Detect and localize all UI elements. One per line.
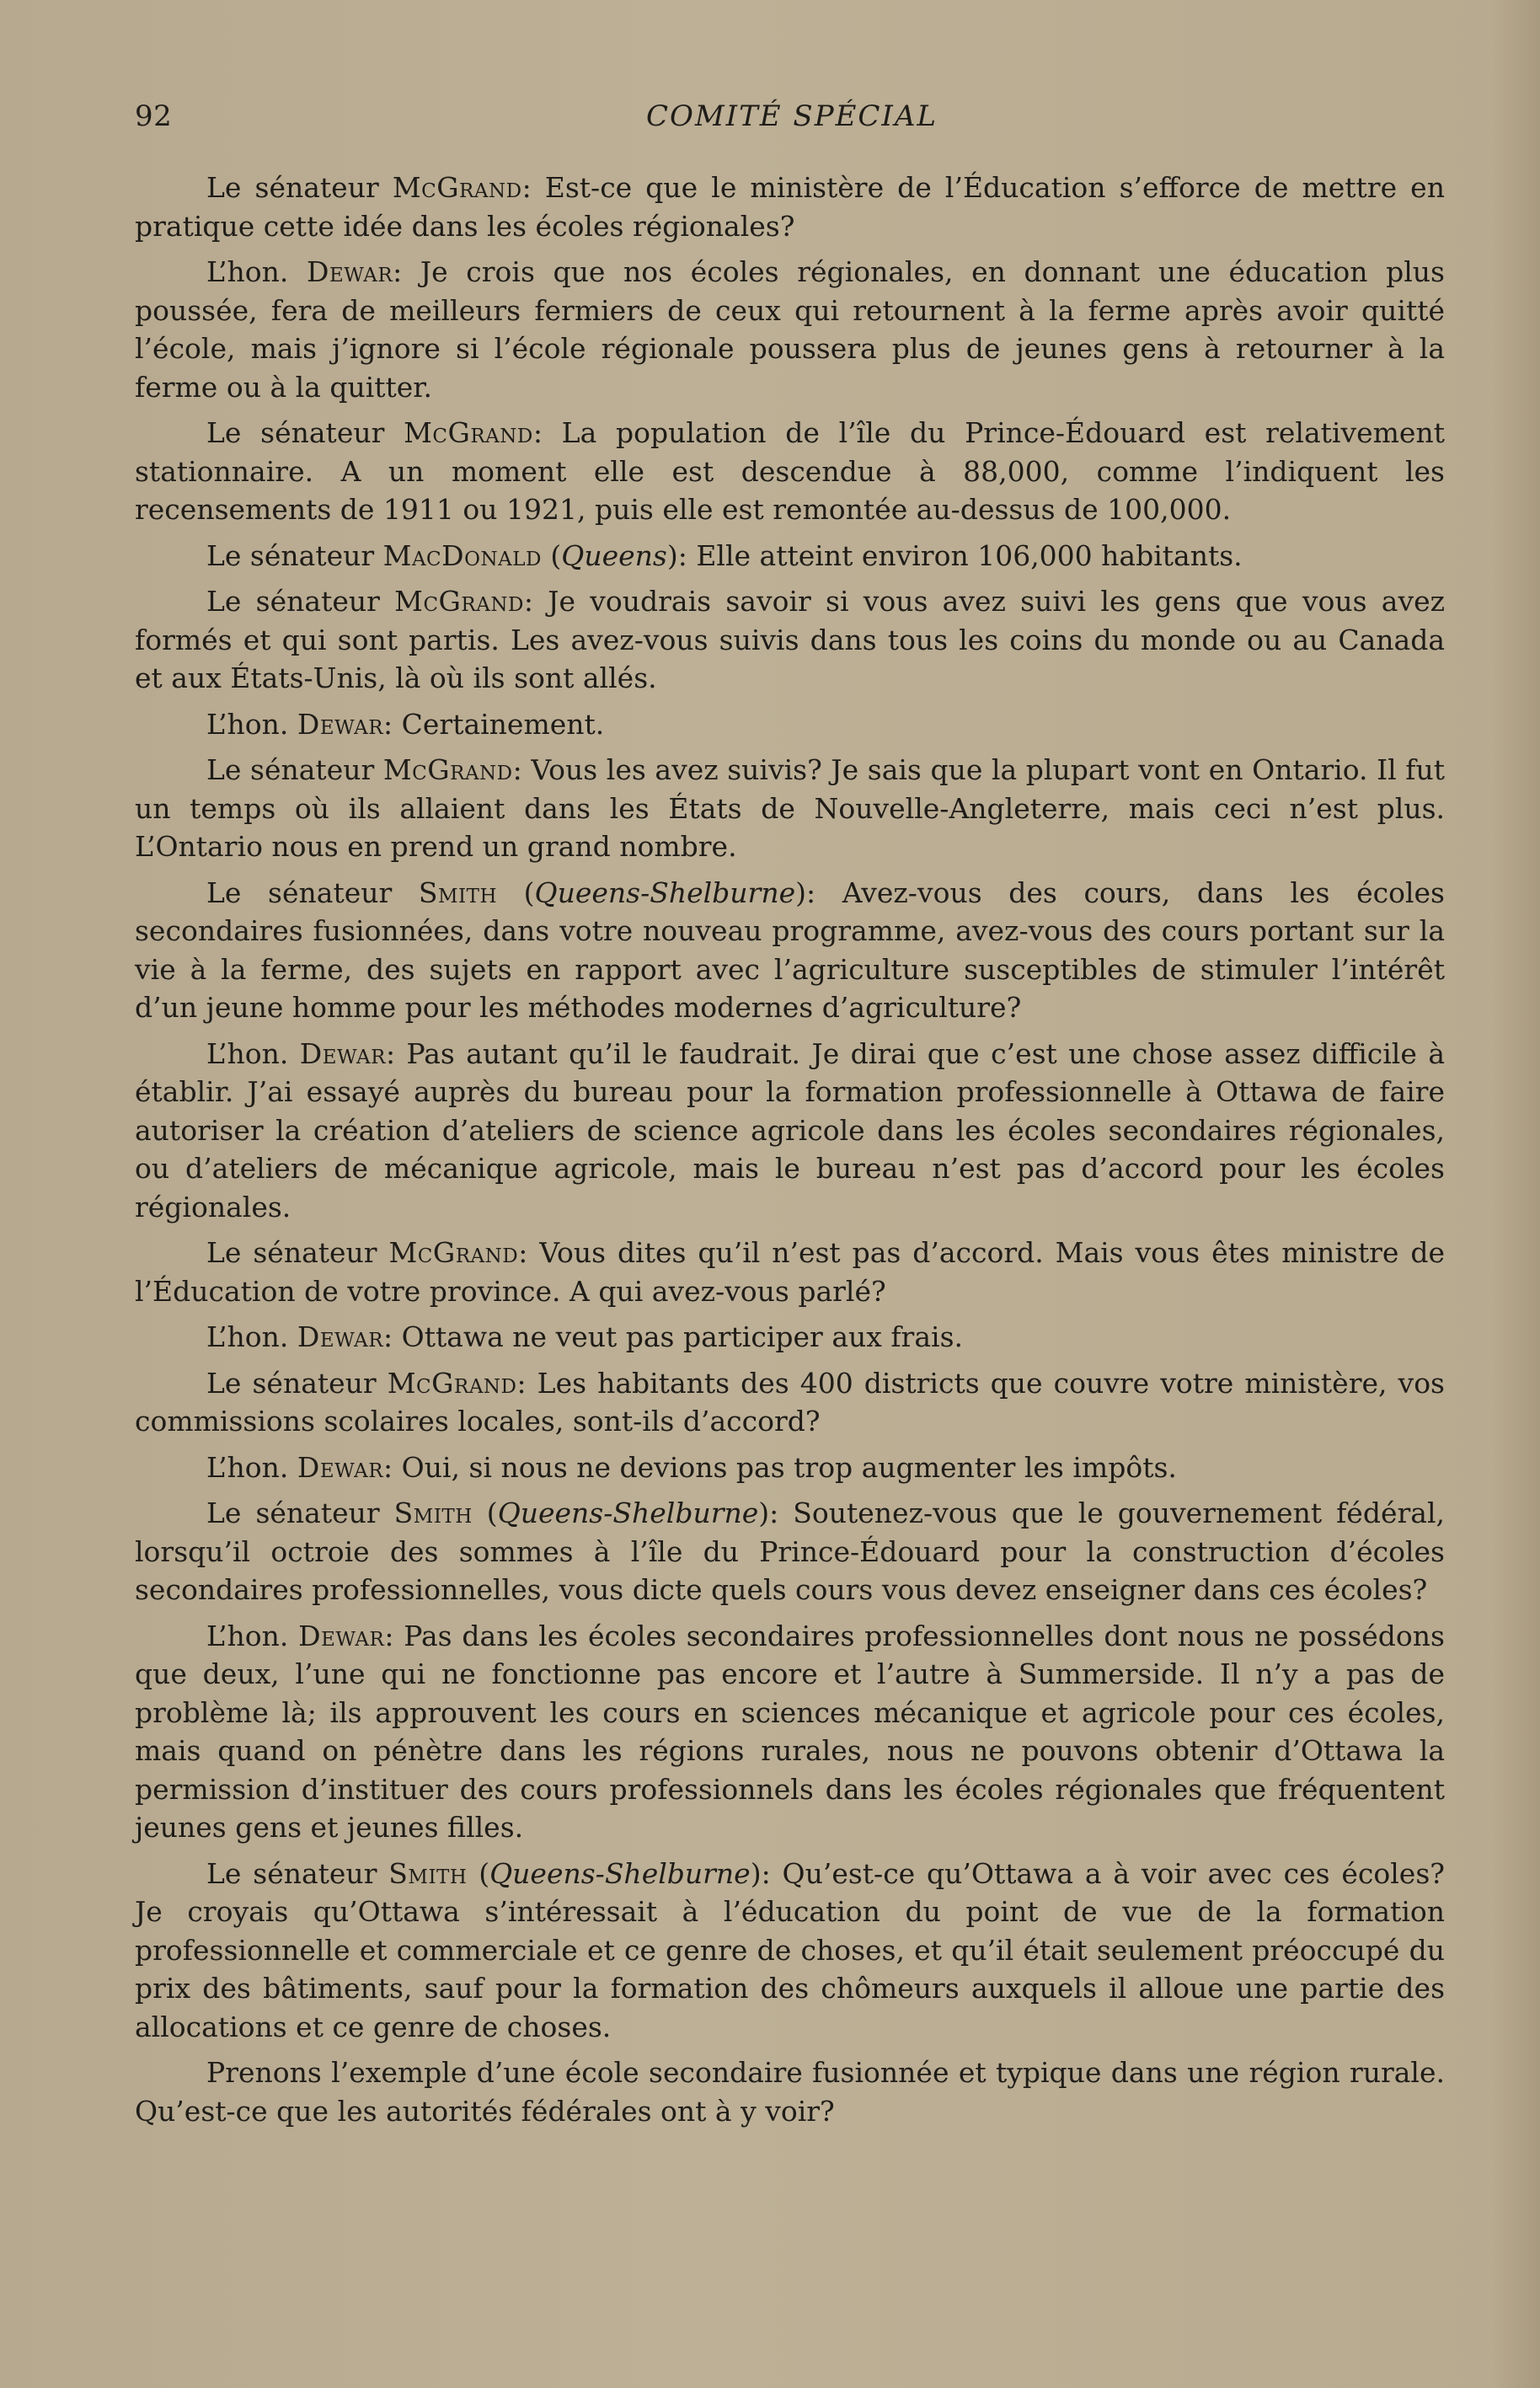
speaker-prefix: L’hon. <box>206 707 289 741</box>
speaker-prefix: Le sénateur <box>206 538 375 572</box>
speaker-region: Queens-Shelburne <box>489 1856 751 1890</box>
paragraph <box>135 1035 1445 1227</box>
page-number: 92 <box>135 99 173 133</box>
paragraph <box>135 1448 1445 1487</box>
speaker-name: Dewar <box>306 255 393 288</box>
speaker-region: Queens-Shelburne <box>534 875 796 909</box>
paragraph-text: : Les habitants des 400 districts que couvre votre ministère, vos commissions scolaires locales, sont-ils d’accord? <box>135 1366 1445 1438</box>
speaker-prefix: Le sénateur <box>206 753 375 786</box>
speaker-region: Queens <box>561 538 667 572</box>
paragraph <box>135 751 1445 866</box>
speaker-prefix: L’hon. <box>206 1320 289 1353</box>
speaker-name: McGrand <box>382 753 513 786</box>
paragraph-text: : Pas dans les écoles secondaires professionnelles dont nous ne possédons que deux, l’une qui ne fonctionne pas encore et l’autre à Summerside. Il n’y a pas de problème là; ils approuvent les cours en sciences mécanique et agricole pour ces écoles, mais quand on pénètre dans les régions rurales, nous ne pouvons obtenir d’Ottawa la permission d’instituer des cours professionnels dans les écoles régionales que fréquentent jeunes gens et jeunes filles. <box>135 1619 1445 1844</box>
speaker-region: Queens-Shelburne <box>497 1497 759 1529</box>
paragraph-text: : Pas autant qu’il le faudrait. Je dirai que c’est une chose assez difficile à établir. J’ai essayé auprès du bureau pour la formation professionnelle à Ottawa de faire autoriser la création d’ateliers de science agricole dans les écoles secondaires régionales, ou d’ateliers de mécanique agricole, mais le bureau n’est pas d’accord pour les écoles régionales. <box>135 1036 1445 1223</box>
paragraph-text: : Vous les avez suivis? Je sais que la plupart vont en Ontario. Il fut un temps où ils allaient dans les États de Nouvelle-Angleterre, mais ceci n’est plus. L’Ontario nous en prend un grand nombre. <box>135 753 1446 863</box>
speaker-name: MacDonald <box>382 538 542 572</box>
speaker-prefix: Le sénateur <box>206 1497 380 1529</box>
speaker-prefix: Le sénateur <box>206 585 380 618</box>
speaker-prefix: L’hon. <box>206 1450 289 1484</box>
speaker-prefix: Le sénateur <box>206 1366 377 1400</box>
speaker-name: Smith <box>393 1497 473 1529</box>
speaker-name: McGrand <box>388 1236 519 1269</box>
speaker-prefix: Le sénateur <box>206 875 393 909</box>
paragraph-text: Prenons l’exemple d’une école secondaire fusionnée et typique dans une région rurale. Qu’est-ce que les autorités fédérales ont à y voir? <box>135 2056 1445 2128</box>
paragraph <box>135 1318 1445 1357</box>
paragraph-text: : Certainement. <box>383 707 605 741</box>
paragraph <box>135 253 1445 406</box>
paragraph <box>135 705 1445 744</box>
paragraph-text: : Elle atteint environ 106,000 habitants. <box>677 538 1243 572</box>
paragraph-text: : Soutenez-vous que le gouvernement fédéral, lorsqu’il octroie des sommes à l’île du Prince-Édouard pour la construction d’écoles secondaires professionnelles, vous dicte quels cours vous devez enseigner dans ces écoles? <box>135 1497 1445 1606</box>
speaker-prefix: Le sénateur <box>206 416 385 449</box>
paragraph <box>135 1234 1445 1310</box>
paragraph-text: : Vous dites qu’il n’est pas d’accord. Mais vous êtes ministre de l’Éducation de votre province. A qui avez-vous parlé? <box>135 1236 1445 1308</box>
paragraph-text: : Est-ce que le ministère de l’Éducation s’efforce de mettre en pratique cette idée dans les écoles régionales? <box>135 171 1445 243</box>
speaker-name: Dewar <box>297 1450 384 1484</box>
paragraph-text: : Avez-vous des cours, dans les écoles secondaires fusionnées, dans votre nouveau programme, avez-vous des cours portant sur la vie à la ferme, des sujets en rapport avec l’agriculture susceptibles de stimuler l’intérêt d’un jeune homme pour les méthodes modernes d’agriculture? <box>135 875 1445 1024</box>
speaker-prefix: L’hon. <box>206 1036 289 1070</box>
page-header <box>135 99 1449 150</box>
speaker-name: McGrand <box>404 416 533 449</box>
paragraph-text: : Ottawa ne veut pas participer aux frais. <box>383 1320 963 1353</box>
paragraph <box>135 1364 1445 1441</box>
paragraph-text: : La population de l’île du Prince-Édouard est relativement stationnaire. A un moment elle est descendue à 88,000, comme l’indiquent les recensements de 1911 ou 1921, puis elle est remontée au-dessus de 100,000. <box>135 416 1445 526</box>
speaker-name: Dewar <box>299 1036 386 1070</box>
paragraph: Le sénateur MacDonald (Queens): Elle atteint environ 106,000 habitants. <box>206 538 1243 572</box>
paragraph-text: : Oui, si nous ne devions pas trop augmenter les impôts. <box>383 1450 1177 1484</box>
paragraph: Le sénateur Smith (Queens-Shelburne): Soutenez-vous que le gouvernement fédéral, lorsqu’il octroie des sommes à l’île du Prince-Édouard pour la construction d’écoles secondaires professionnelles, vous dicte quels cours vous devez enseigner dans ces écoles? <box>135 1497 1445 1606</box>
speaker-name: McGrand <box>392 171 522 204</box>
speaker-name: Smith <box>388 1856 468 1890</box>
speaker-prefix: L’hon. <box>206 1619 289 1652</box>
speaker-prefix: Le sénateur <box>206 1856 377 1890</box>
paragraph <box>135 2053 1445 2130</box>
paragraph-text: : Qu’est-ce qu’Ottawa a à voir avec ces écoles? Je croyais qu’Ottawa s’intéressait à l’éducation du point de vue de la formation professionnelle et commerciale et ce genre de choses, et qu’il était seulement préoccupé du prix des bâtiments, sauf pour la formation des chômeurs auxquels il alloue une partie des allocations et ce genre de choses. <box>135 1856 1445 2043</box>
speaker-name: Dewar <box>297 1320 384 1353</box>
paragraph: Le sénateur Smith (Queens-Shelburne): Avez-vous des cours, dans les écoles secondaires fusionnées, dans votre nouveau programme, avez-vous des cours portant sur la vie à la ferme, des sujets en rapport avec l’agriculture susceptibles de stimuler l’intérêt d’un jeune homme pour les méthodes modernes d’agriculture? <box>135 875 1445 1024</box>
speaker-name: McGrand <box>394 585 524 618</box>
paragraph <box>135 1617 1445 1847</box>
speaker-prefix: Le sénateur <box>206 1236 377 1269</box>
body-text <box>135 169 1445 2138</box>
speaker-name: Dewar <box>298 1619 385 1652</box>
paragraph-text: : Je crois que nos écoles régionales, en donnant une éducation plus poussée, fera de meilleurs fermiers de ceux qui retournent à la ferme après avoir quitté l’école, mais j’ignore si l’école régionale poussera plus de jeunes gens à retourner à la ferme ou à la quitter. <box>135 255 1445 404</box>
speaker-name: McGrand <box>387 1366 517 1400</box>
paragraph <box>135 169 1445 245</box>
running-title: COMITÉ SPÉCIAL <box>645 99 938 133</box>
speaker-name: Smith <box>418 875 498 909</box>
speaker-name: Dewar <box>297 707 384 741</box>
speaker-prefix: L’hon. <box>206 255 289 288</box>
speaker-prefix: Le sénateur <box>206 171 379 204</box>
page-edge-shadow <box>1489 0 1540 2388</box>
paragraph <box>135 414 1445 529</box>
paragraph: Le sénateur Smith (Queens-Shelburne): Qu’est-ce qu’Ottawa a à voir avec ces écoles? Je croyais qu’Ottawa s’intéressait à l’éducation du point de vue de la formation professionnelle et commerciale et ce genre de choses, et qu’il était seulement préoccupé du prix des bâtiments, sauf pour la formation des chômeurs auxquels il alloue une partie des allocations et ce genre de choses. <box>135 1856 1445 2043</box>
paragraph <box>135 582 1445 698</box>
paragraph-text: : Je voudrais savoir si vous avez suivi les gens que vous avez formés et qui sont partis. Les avez-vous suivis dans tous les coins du monde ou au Canada et aux États-Unis, là où ils sont allés. <box>135 585 1445 694</box>
